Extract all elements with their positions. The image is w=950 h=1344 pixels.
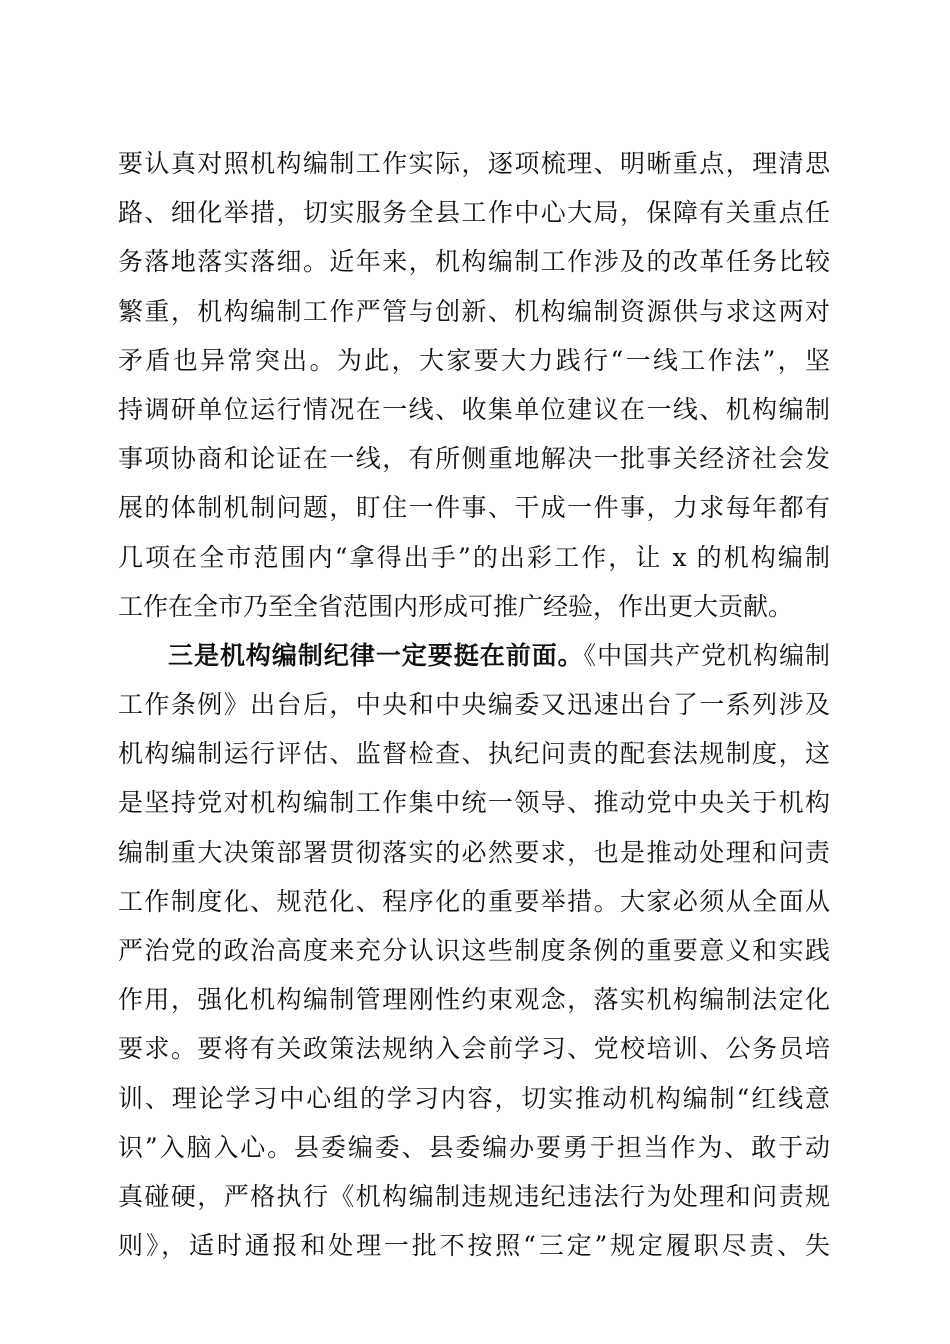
text-line: 持调研单位运行情况在一线、收集单位建议在一线、机构编制 <box>118 394 830 424</box>
text-line: 路、细化举措，切实服务全县工作中心大局，保障有关重点任 <box>118 198 830 228</box>
text-line: 工作在全市乃至全省范围内形成可推广经验，作出更大贡献。 <box>118 591 794 621</box>
text-line: 识”入脑入心。县委编委、县委编办要勇于担当作为、敢于动 <box>118 1132 830 1162</box>
text-line: 繁重，机构编制工作严管与创新、机构编制资源供与求这两对 <box>118 296 830 326</box>
text-line: 真碰硬，严格执行《机构编制违规违纪违法行为处理和问责规 <box>118 1181 830 1211</box>
text-line: 编制重大决策部署贯彻落实的必然要求，也是推动处理和问责 <box>118 837 830 867</box>
text-line: 严治党的政治高度来充分认识这些制度条例的重要意义和实践 <box>118 936 830 965</box>
text-line: 机构编制运行评估、监督检查、执纪问责的配套法规制度，这 <box>118 739 830 769</box>
body-text <box>118 139 830 1270</box>
text-line: 展的体制机制问题，盯住一件事、干成一件事，力求每年都有 <box>118 493 830 523</box>
text-line: 要认真对照机构编制工作实际，逐项梳理、明晰重点，理清思 <box>118 149 830 178</box>
text-line: 作用，强化机构编制管理刚性约束观念，落实机构编制法定化 <box>118 985 830 1015</box>
text-line: 训、理论学习中心组的学习内容，切实推动机构编制“红线意 <box>118 1083 830 1113</box>
text-line: 工作制度化、规范化、程序化的重要举措。大家必须从全面从 <box>118 886 830 916</box>
text-line: 是坚持党对机构编制工作集中统一领导、推动党中央关于机构 <box>118 788 830 818</box>
text-line: 要求。要将有关政策法规纳入会前学习、党校培训、公务员培 <box>118 1034 830 1064</box>
text-line: 则》，适时通报和处理一批不按照“三定”规定履职尽责、失 <box>118 1231 830 1261</box>
text-line: 矛盾也异常突出。为此，大家要大力践行“一线工作法”，坚 <box>118 345 830 375</box>
text-line: 工作条例》出台后，中央和中央编委又迅速出台了一系列涉及 <box>118 690 830 720</box>
paragraph-1 <box>118 139 830 631</box>
paragraph-2 <box>118 631 830 1270</box>
heading-line-rest: 《中国共产党机构编制 <box>583 640 830 670</box>
paragraph-heading: 三是机构编制纪律一定要挺在前面。 <box>168 640 584 670</box>
text-line-first <box>118 631 830 680</box>
text-line: 几项在全市范围内“拿得出手”的出彩工作，让 x 的机构编制 <box>118 542 830 572</box>
text-line: 务落地落实落细。近年来，机构编制工作涉及的改革任务比较 <box>118 247 830 277</box>
text-line: 事项协商和论证在一线，有所侧重地解决一批事关经济社会发 <box>118 444 830 474</box>
